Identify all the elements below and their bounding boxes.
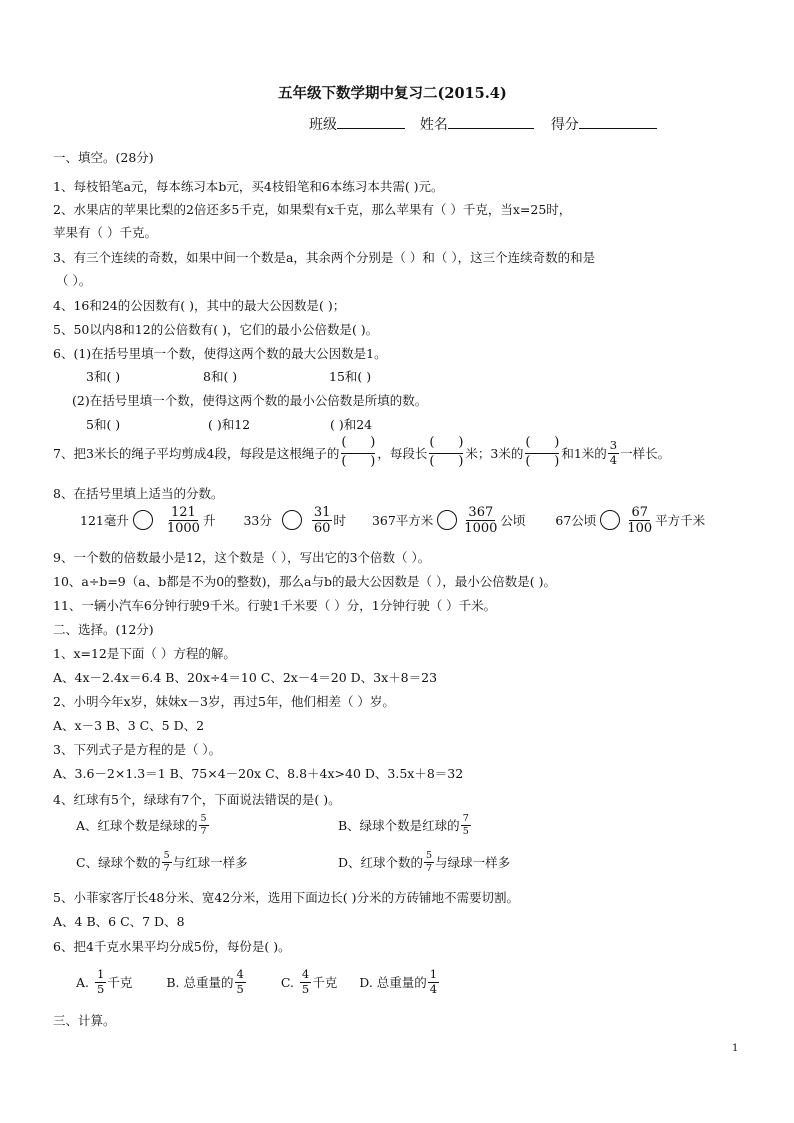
q2-4-c-text: C、绿球个数的 [76, 855, 161, 870]
student-info-row [309, 114, 657, 134]
fraction-blank-3[interactable] [525, 435, 559, 472]
compare-circle-1[interactable] [133, 510, 153, 530]
compare-circle-3[interactable] [437, 510, 457, 530]
fraction-1-4: $\frac{1}{4}$ [429, 967, 438, 996]
fraction-7-5: $\frac{7}{5}$ [462, 813, 469, 837]
question-1-6-part2: (2)在括号里填一个数，使得这两个数的最小公倍数是所填的数。 [72, 393, 428, 408]
fraction-367-1000: $\frac{367}{1000}$ [464, 504, 498, 536]
q6-item-3: 15和( ) [329, 369, 372, 384]
fraction-121-1000: $\frac{121}{1000}$ [166, 504, 200, 536]
question-1-8: 8、在括号里填上适当的分数。 [53, 486, 224, 501]
compare-circle-4[interactable] [600, 510, 620, 530]
q7-text-b: ，每段长 [377, 446, 428, 461]
page-title: 五年级下数学期中复习二(2015.4) [278, 85, 507, 102]
q2-4-option-b [338, 808, 472, 842]
section-2-heading: 二、选择。(12分) [53, 622, 154, 637]
question-2-3: 3、下列式子是方程的是（ ）。 [53, 742, 222, 757]
question-2-4: 4、红球有5个，绿球有7个，下面说法错误的是( )。 [53, 792, 341, 807]
question-1-6: 6、(1)在括号里填一个数，使得这两个数的最大公因数是1。 [53, 346, 387, 361]
question-1-9: 9、一个数的倍数最小是12，这个数是（ ），写出它的3个倍数（ ）。 [53, 550, 431, 565]
question-1-2: 2、水果店的苹果比梨的2倍还多5千克，如果梨有x千克，那么苹果有（ ）千克，当x=25时， [53, 202, 572, 217]
q6-item-6: ( )和24 [330, 417, 373, 432]
name-blank[interactable] [448, 114, 534, 129]
q8-d-text: 67公顷 [555, 513, 597, 528]
question-2-2: 2、小明今年x岁，妹妹x－3岁，再过5年，他们相差（ ）岁。 [53, 694, 395, 709]
class-blank[interactable] [337, 114, 405, 129]
question-1-5: 5、50以内8和12的公倍数有( )，它们的最小公倍数是( )。 [53, 322, 379, 337]
question-1-4: 4、16和24的公因数有( )，其中的最大公因数是( )； [53, 298, 346, 313]
fraction-5-7: $\frac{5}{7}$ [200, 813, 207, 837]
q8-d-unit: 平方千米 [655, 513, 706, 528]
q2-4-option-c [76, 845, 248, 879]
q2-4-a-text: A、红球个数是绿球的 [76, 818, 198, 833]
q7-text-a: 7、把3米长的绳子平均剪成4段，每段是这根绳子的 [53, 446, 340, 461]
fraction-5-7: $\frac{5}{7}$ [426, 850, 433, 874]
question-2-2-options: A、x－3 B、3 C、5 D、2 [53, 718, 205, 733]
class-label: 班级 [309, 117, 337, 133]
fraction-blank-2[interactable] [429, 435, 463, 472]
q8-c-unit: 公顷 [500, 513, 526, 528]
q2-6-c-label: C. [280, 974, 294, 990]
question-1-3-cont: （ ）。 [56, 273, 92, 288]
q8-c-text: 367平方米 [371, 513, 434, 528]
question-2-3-options: A、3.6－2×1.3＝1 B、75×4－20x C、8.8＋4x>40 D、3.5x＋8＝32 [53, 766, 464, 781]
q2-6-d-label: D. 总重量的 [359, 975, 427, 990]
q8-b-text: 33分 [243, 513, 272, 528]
question-2-1-options: A、4x－2.4x＝6.4 B、20x÷4＝10 C、2x－4＝20 D、3x＋8＝23 [53, 670, 438, 685]
q7-text-c: 米；3米的 [465, 446, 524, 461]
fraction-67-100: $\frac{67}{100}$ [627, 504, 653, 536]
q7-text-e: 一样长。 [620, 446, 671, 461]
q2-4-option-a [76, 808, 210, 842]
fraction-blank-1[interactable] [341, 435, 375, 472]
fraction-31-60: $\frac{31}{60}$ [313, 504, 331, 536]
compare-circle-2[interactable] [282, 510, 302, 530]
fraction-4-5: $\frac{4}{5}$ [236, 967, 244, 996]
score-label: 得分 [550, 117, 579, 133]
q8-a-text: 121毫升 [80, 513, 129, 528]
q2-4-c-text-2: 与红球一样多 [172, 855, 248, 870]
q2-4-d-text-2: 与绿球一样多 [435, 855, 511, 870]
q2-6-options [76, 962, 440, 1002]
question-1-1: 1、每枝铅笔a元，每本练习本b元，买4枝铅笔和6本练习本共需( )元。 [53, 179, 444, 194]
q2-4-option-d [338, 845, 510, 879]
question-2-1: 1、x=12是下面（ ）方程的解。 [53, 646, 236, 661]
question-2-5: 5、小菲家客厅长48分米、宽42分米，选用下面边长( )分米的方砖铺地不需要切割。 [53, 890, 519, 905]
question-1-2-cont: 苹果有（ ）千克。 [53, 225, 157, 240]
fraction-3-4: $\frac{3}{4}$ [609, 438, 618, 467]
q8-b-unit: 时 [333, 513, 346, 528]
q2-4-d-text: D、红球个数的 [338, 855, 424, 870]
q2-6-b-label: B. 总重量的 [166, 975, 234, 990]
score-blank[interactable] [579, 114, 657, 129]
q2-6-a-label: A. [76, 974, 90, 990]
q6-item-2: 8和( ) [203, 369, 238, 384]
fraction-4-5: $\frac{4}{5}$ [301, 967, 310, 996]
q6-item-4: 5和( ) [86, 417, 121, 432]
q8-a-unit: 升 [202, 513, 216, 528]
question-1-7 [53, 434, 670, 472]
name-label: 姓名 [419, 117, 448, 133]
question-1-11: 11、一辆小汽车6分钟行驶9千米。行驶1千米要（ ）分，1分钟行驶（ ）千米。 [53, 598, 497, 613]
question-1-10: 10、a÷b=9（a、b都是不为0的整数)，那么a与b的最大公因数是（ ），最小公倍数是( )。 [53, 574, 556, 589]
fraction-1-5: $\frac{1}{5}$ [97, 967, 105, 996]
q2-6-c-unit: 千克 [312, 975, 338, 990]
section-3-heading: 三、计算。 [53, 1013, 116, 1028]
section-1-heading: 一、填空。(28分) [53, 150, 154, 165]
q2-6-a-unit: 千克 [107, 975, 133, 990]
q2-4-b-text: B、绿球个数是红球的 [338, 818, 460, 833]
question-1-3: 3、有三个连续的奇数，如果中间一个数是a，其余两个分别是（ ）和（ ），这三个连续奇数的和是 [53, 250, 596, 265]
question-2-6: 6、把4千克水果平均分成5份，每份是( )。 [53, 939, 291, 954]
q8-row [80, 500, 705, 540]
page-number: 1 [732, 1043, 739, 1054]
fraction-5-7: $\frac{5}{7}$ [163, 850, 170, 874]
question-2-5-options: A、4 B、6 C、7 D、8 [53, 914, 185, 929]
q6-item-5: ( )和12 [208, 417, 251, 432]
q7-text-d: 和1米的 [561, 446, 607, 461]
q6-item-1: 3和( ) [86, 369, 121, 384]
